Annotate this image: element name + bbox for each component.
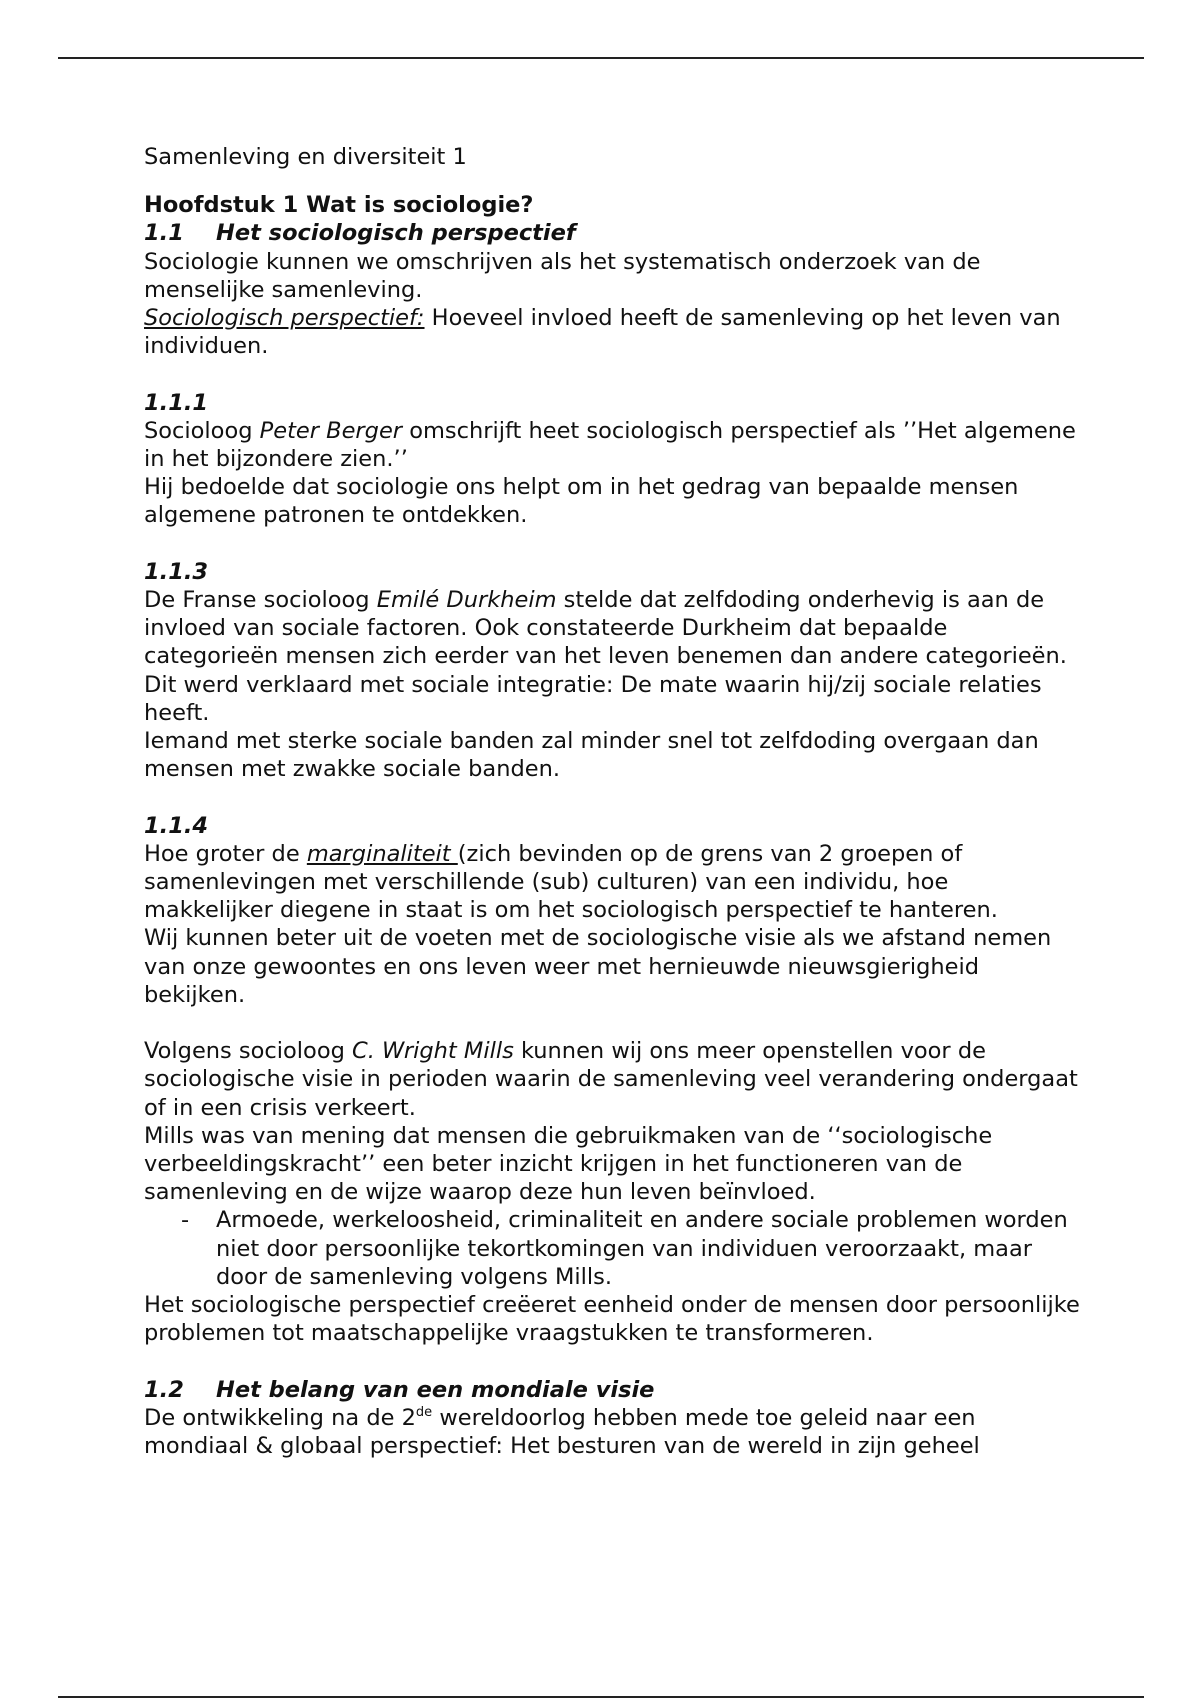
paragraph-text: wereldoorlog hebben mede toe geleid naar een mondiaal & globaal perspectief: Het besturen van de wereld in zijn geheel (144, 1404, 980, 1460)
spacer (144, 1347, 1084, 1375)
section-title: Het sociologisch perspectief (216, 220, 576, 247)
person-name: C. Wright Mills (352, 1038, 514, 1065)
chapter-heading: Hoofdstuk 1 Wat is sociologie? (144, 192, 534, 219)
footer-rule (58, 1696, 1144, 1698)
header-rule (58, 57, 1144, 59)
document-body (144, 143, 1084, 1460)
paragraph-text: stelde dat zelfdoding onderhevig is aan de invloed van sociale factoren. Ook constateerde Durkheim dat bepaalde categorieën mensen zich eerder van het leven benemen dan andere categorieën. Dit werd verklaard met sociale integratie: De mate waarin hij/zij sociale relaties heeft. (144, 587, 1067, 726)
paragraph: Sociologie kunnen we omschrijven als het systematisch onderzoek van de menselijke samenleving. (144, 248, 981, 303)
paragraph-text: Volgens socioloog (144, 1038, 353, 1065)
list-item-text: Armoede, werkeloosheid, criminaliteit en andere sociale problemen worden niet door persoonlijke tekortkomingen van individuen veroorzaakt, maar door de samenleving volgens Mills. (216, 1207, 1068, 1290)
paragraph-text: Hoeveel invloed heeft de samenleving op het leven van individuen. (144, 305, 1061, 360)
paragraph: Iemand met sterke sociale banden zal minder snel tot zelfdoding overgaan dan mensen met zwakke sociale banden. (144, 728, 1039, 783)
paragraph-text: De Franse socioloog (144, 587, 377, 614)
spacer (144, 530, 1084, 558)
paragraph-text: omschrijft heet sociologisch perspectief als ’’Het algemene in het bijzondere zien.’’ (144, 417, 1076, 473)
subsection-heading-1-1-1: 1.1.1 (144, 389, 209, 416)
paragraph: Wij kunnen beter uit de voeten met de sociologische visie als we afstand nemen van onze gewoontes en ons leven weer met hernieuwde nieuwsgierigheid bekijken. (144, 925, 1052, 1008)
document-title: Samenleving en diversiteit 1 (144, 144, 467, 170)
section-title: Het belang van een mondiale visie (216, 1376, 655, 1403)
spacer (144, 783, 1084, 811)
term: Sociologisch perspectief: (144, 305, 425, 332)
bullet-dash: - (181, 1207, 190, 1234)
paragraph (144, 586, 1084, 727)
list-item (144, 1206, 1084, 1291)
paragraph: Het sociologische perspectief creëeret eenheid onder de mensen door persoonlijke problemen tot maatschappelijke vraagstukken te transformeren. (144, 1292, 1080, 1347)
subsection-heading-1-1-3: 1.1.3 (144, 558, 209, 585)
section-number: 1.2 (144, 1376, 184, 1403)
section-heading-1-2 (144, 1376, 1084, 1404)
term: marginaliteit (306, 840, 458, 867)
section-heading-1-1 (144, 219, 1084, 247)
superscript: de (415, 1404, 433, 1420)
paragraph-text: kunnen wij ons meer openstellen voor de sociologische visie in perioden waarin de samenleving veel verandering ondergaat of in een crisis verkeert. (144, 1038, 1078, 1121)
paragraph (144, 1404, 1084, 1460)
subsection-heading-1-1-4: 1.1.4 (144, 812, 209, 839)
paragraph: Mills was van mening dat mensen die gebruikmaken van de ‘‘sociologische verbeeldingskracht’’ een beter inzicht krijgen in het functioneren van de samenleving en de wijze waarop deze hun leven beïnvloed. (144, 1122, 993, 1206)
paragraph-text: De ontwikkeling na de 2 (144, 1404, 416, 1431)
paragraph (144, 304, 1084, 360)
paragraph (144, 417, 1084, 473)
paragraph-text: (zich bevinden op de grens van 2 groepen of samenlevingen met verschillende (sub) culturen) van een individu, hoe makkelijker diegene in staat is om het sociologisch perspectief te hanteren. (144, 840, 998, 924)
spacer (144, 1009, 1084, 1037)
paragraph (144, 840, 1084, 925)
section-number: 1.1 (144, 220, 184, 247)
spacer (144, 360, 1084, 388)
person-name: Emilé Durkheim (376, 587, 557, 614)
paragraph (144, 1037, 1084, 1122)
person-name: Peter Berger (259, 417, 403, 444)
paragraph-text: Hoe groter de (144, 840, 307, 867)
paragraph: Hij bedoelde dat sociologie ons helpt om in het gedrag van bepaalde mensen algemene patronen te ontdekken. (144, 474, 1019, 529)
paragraph-text: Socioloog (144, 417, 260, 444)
